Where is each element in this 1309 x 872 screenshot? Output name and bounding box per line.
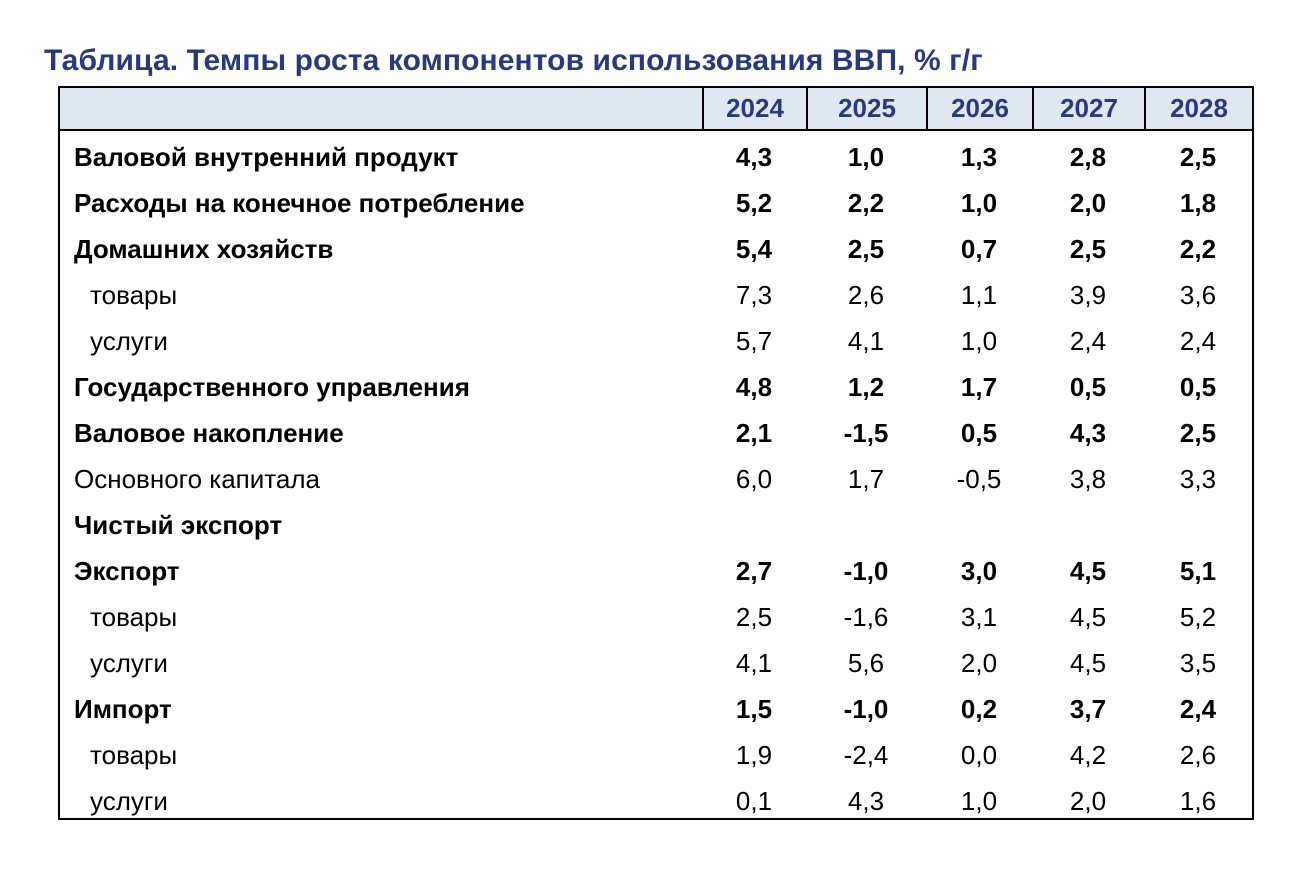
table-cell: -0,5 xyxy=(956,464,1002,494)
table-cell: 4,8 xyxy=(735,372,773,402)
table-cell: 0,1 xyxy=(735,786,773,816)
table-cell: 1,7 xyxy=(847,464,885,494)
row-label: Расходы на конечное потребление xyxy=(74,188,525,218)
table-cell: 1,8 xyxy=(1179,188,1217,218)
table-row xyxy=(60,456,1252,502)
table-cell: 2,0 xyxy=(1069,188,1107,218)
table-cell: -1,0 xyxy=(843,556,889,586)
table-cell: 0,5 xyxy=(960,418,998,448)
table-cell: 0,0 xyxy=(960,740,998,770)
row-label: Экспорт xyxy=(74,556,180,586)
table-row xyxy=(60,180,1252,226)
table-cell: 3,5 xyxy=(1179,648,1217,678)
table-cell: 5,6 xyxy=(847,648,885,678)
table-cell: 5,7 xyxy=(735,326,773,356)
table-cell: 1,7 xyxy=(960,372,998,402)
table-cell: 4,2 xyxy=(1069,740,1107,770)
table-row xyxy=(60,226,1252,272)
table-cell: 0,2 xyxy=(960,694,998,724)
table-title: Таблица. Темпы роста компонентов использования ВВП, % г/г xyxy=(44,44,983,77)
row-label: Домашних хозяйств xyxy=(74,234,334,264)
row-label: товары xyxy=(90,740,178,770)
table-cell: 0,5 xyxy=(1179,372,1217,402)
row-label: услуги xyxy=(90,326,168,356)
table-row xyxy=(60,502,1252,548)
table-cell: 3,6 xyxy=(1179,280,1217,310)
table-cell: 4,1 xyxy=(735,648,773,678)
table-cell: 2,0 xyxy=(960,648,998,678)
table-cell: -1,5 xyxy=(843,418,889,448)
table-cell: 1,0 xyxy=(847,142,885,172)
table-cell: 2,2 xyxy=(1179,234,1217,264)
table-cell: 4,5 xyxy=(1069,556,1107,586)
row-label: Валовой внутренний продукт xyxy=(74,142,459,172)
gdp-growth-table xyxy=(58,86,1254,820)
column-header-year: 2025 xyxy=(806,88,926,129)
table-cell: 1,0 xyxy=(960,786,998,816)
table-cell: 2,5 xyxy=(1179,418,1217,448)
table-cell: 4,5 xyxy=(1069,648,1107,678)
row-label: Государственного управления xyxy=(74,372,470,402)
table-cell: 5,4 xyxy=(735,234,773,264)
table-cell: 4,3 xyxy=(847,786,885,816)
table-cell: 2,6 xyxy=(1179,740,1217,770)
table-cell: 2,2 xyxy=(847,188,885,218)
table-cell: 6,0 xyxy=(735,464,773,494)
column-header-year: 2028 xyxy=(1144,88,1252,129)
table-row xyxy=(60,594,1252,640)
row-label: Валовое накопление xyxy=(74,418,344,448)
table-cell: -1,6 xyxy=(843,602,889,632)
table-row xyxy=(60,778,1252,824)
table-cell: 3,8 xyxy=(1069,464,1107,494)
row-label: услуги xyxy=(90,648,168,678)
table-cell: 1,1 xyxy=(960,280,998,310)
table-cell: 2,0 xyxy=(1069,786,1107,816)
table-cell: 2,4 xyxy=(1179,326,1217,356)
table-cell: 0,7 xyxy=(960,234,998,264)
table-cell: 2,6 xyxy=(847,280,885,310)
table-cell: 2,5 xyxy=(847,234,885,264)
table-cell: 3,3 xyxy=(1179,464,1217,494)
table-cell: 1,3 xyxy=(960,142,998,172)
table-row xyxy=(60,364,1252,410)
row-label: товары xyxy=(90,602,178,632)
table-header-row xyxy=(60,88,1252,131)
table-row xyxy=(60,134,1252,180)
table-row xyxy=(60,686,1252,732)
table-cell: 2,1 xyxy=(735,418,773,448)
table-cell: 1,0 xyxy=(960,188,998,218)
table-cell: 2,7 xyxy=(735,556,773,586)
row-label: Импорт xyxy=(74,694,172,724)
table-cell xyxy=(929,502,1029,548)
table-row xyxy=(60,640,1252,686)
table-cell: 1,6 xyxy=(1179,786,1217,816)
table-cell: 5,2 xyxy=(735,188,773,218)
table-cell: 0,5 xyxy=(1069,372,1107,402)
table-row xyxy=(60,548,1252,594)
table-cell: 1,9 xyxy=(735,740,773,770)
table-cell: 3,1 xyxy=(960,602,998,632)
table-cell: 4,1 xyxy=(847,326,885,356)
table-cell: 2,5 xyxy=(735,602,773,632)
column-header-year: 2027 xyxy=(1032,88,1144,129)
table-cell: 2,5 xyxy=(1179,142,1217,172)
table-cell: 5,2 xyxy=(1179,602,1217,632)
table-cell xyxy=(816,502,916,548)
table-cell: -1,0 xyxy=(843,694,889,724)
table-row xyxy=(60,410,1252,456)
table-cell: 1,0 xyxy=(960,326,998,356)
table-cell: 2,4 xyxy=(1069,326,1107,356)
table-cell: 1,5 xyxy=(735,694,773,724)
table-cell: 7,3 xyxy=(735,280,773,310)
row-label: Основного капитала xyxy=(74,464,320,494)
table-cell: 4,3 xyxy=(735,142,773,172)
row-label: товары xyxy=(90,280,178,310)
table-cell: -2,4 xyxy=(843,740,889,770)
table-cell: 3,7 xyxy=(1069,694,1107,724)
row-label: Чистый экспорт xyxy=(74,510,283,540)
table-cell: 4,3 xyxy=(1069,418,1107,448)
table-cell: 2,5 xyxy=(1069,234,1107,264)
column-header-year: 2026 xyxy=(926,88,1032,129)
table-cell xyxy=(704,502,804,548)
table-row xyxy=(60,272,1252,318)
table-cell: 4,5 xyxy=(1069,602,1107,632)
table-cell: 2,8 xyxy=(1069,142,1107,172)
column-header-year: 2024 xyxy=(702,88,806,129)
table-cell xyxy=(1148,502,1248,548)
table-cell xyxy=(1038,502,1138,548)
table-cell: 2,4 xyxy=(1179,694,1217,724)
row-label: услуги xyxy=(90,786,168,816)
table-cell: 1,2 xyxy=(847,372,885,402)
table-cell: 3,9 xyxy=(1069,280,1107,310)
table-row xyxy=(60,732,1252,778)
table-row xyxy=(60,318,1252,364)
table-cell: 3,0 xyxy=(960,556,998,586)
table-cell: 5,1 xyxy=(1179,556,1217,586)
